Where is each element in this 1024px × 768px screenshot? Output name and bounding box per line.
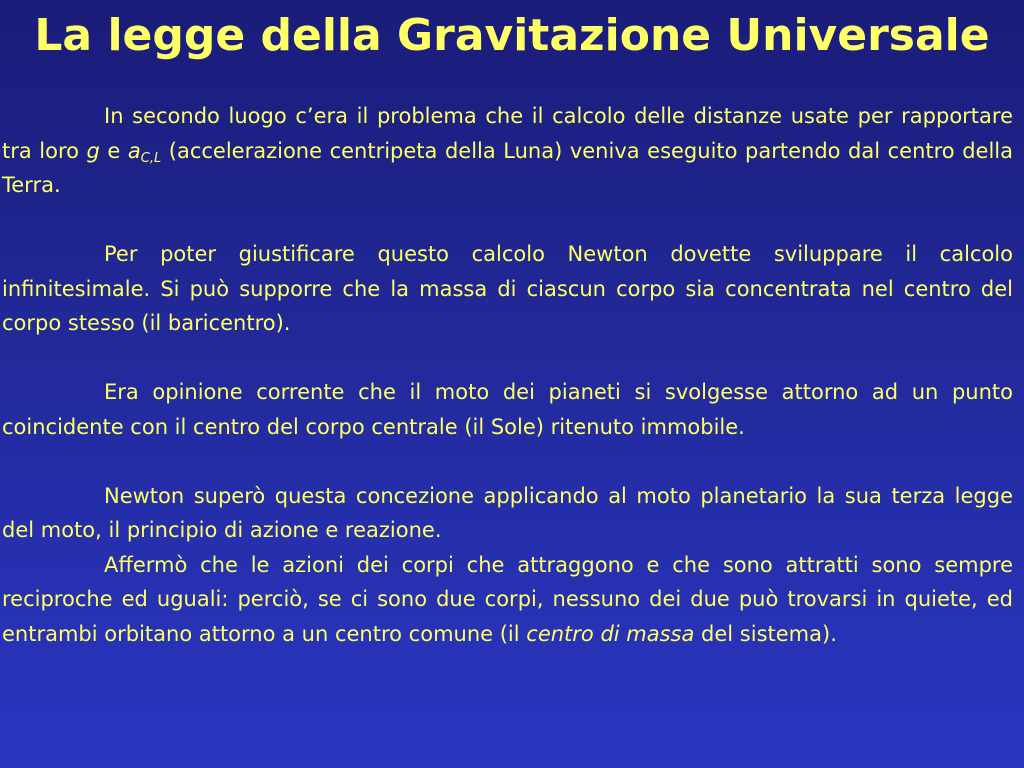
slide-title: La legge della Gravitazione Universale <box>34 10 990 61</box>
paragraph-3: Era opinione corrente che il moto dei pianeti si svolgesse attorno ad un punto coincidente con il centro del corpo centrale (il Sole) ritenuto immobile. <box>2 380 1013 439</box>
slide-body <box>2 99 1013 651</box>
paragraph-1-text-b: e <box>99 138 128 163</box>
paragraph-5 <box>2 548 1013 652</box>
paragraph-5-text-a: Affermò che le azioni dei corpi che attraggono e che sono attratti sono sempre reciproche ed uguali: perciò, se ci sono due corpi, nessuno dei due può trovarsi in quiete, ed entrambi orbitano attorno a un centro comune (il <box>2 552 1013 646</box>
symbol-g: g <box>86 138 100 163</box>
paragraph-5-text-b: del sistema). <box>694 621 837 646</box>
centro-di-massa-term: centro di massa <box>526 621 695 646</box>
paragraph-1-text-a: In secondo luogo c’era il problema che il calcolo delle distanze usate per rapportare tra loro <box>2 104 1013 163</box>
symbol-a-subscript: C,L <box>140 150 162 166</box>
paragraph-1-text-c: (accelerazione centripeta della Luna) veniva eseguito partendo dal centro della Terra. <box>2 138 1013 197</box>
paragraph-4: Newton superò questa concezione applicando al moto planetario la sua terza legge del moto, il principio di azione e reazione. <box>2 483 1013 542</box>
paragraph-2: Per poter giustificare questo calcolo Newton dovette sviluppare il calcolo infinitesimale. Si può supporre che la massa di ciascun corpo sia concentrata nel centro del corpo stesso (il baricentro). <box>2 242 1013 335</box>
symbol-a: a <box>127 138 141 163</box>
paragraph-1 <box>2 99 1013 203</box>
